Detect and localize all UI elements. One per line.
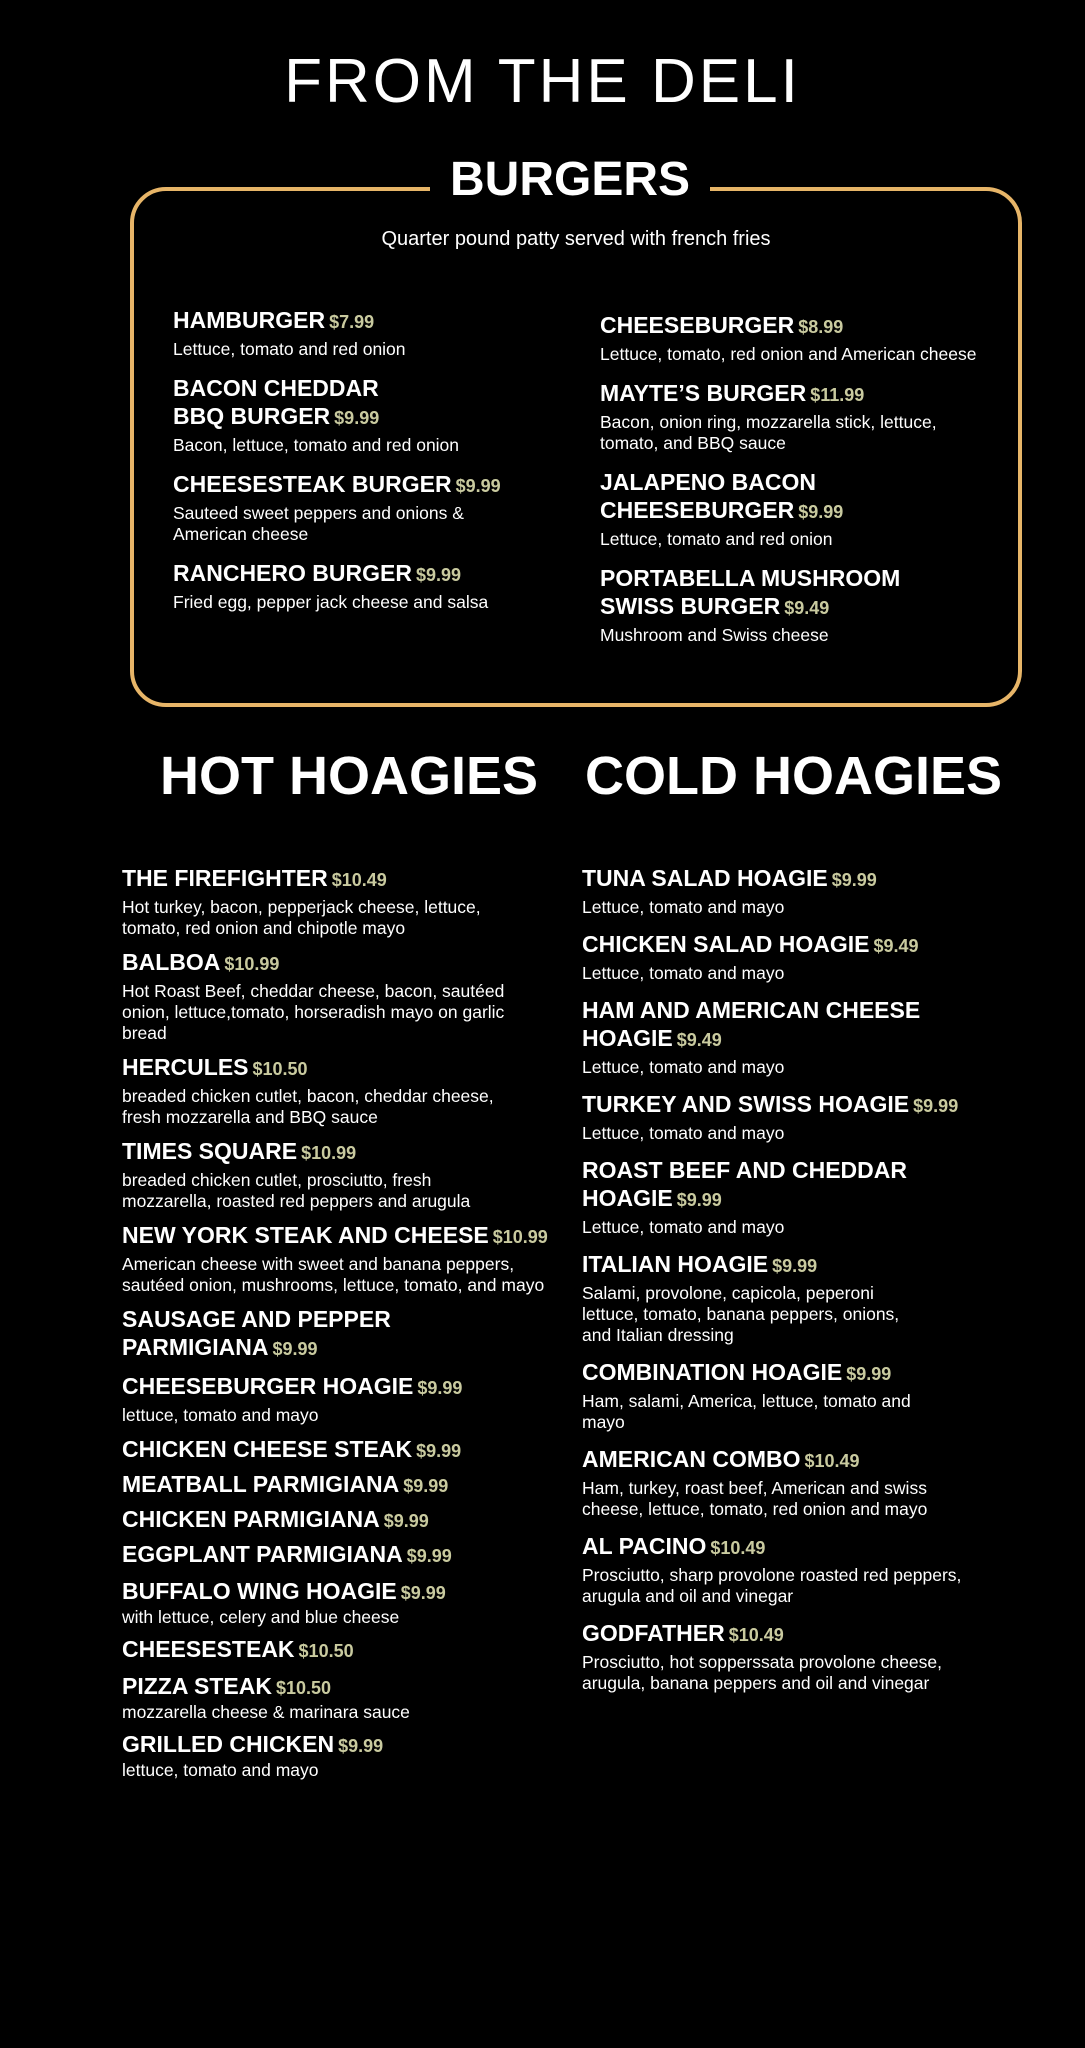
item-description: Ham, salami, America, lettuce, tomato and mayo [582, 1391, 911, 1432]
item-description: Sauteed sweet peppers and onions & American cheese [173, 503, 464, 544]
item-price: $9.49 [873, 936, 919, 956]
item-description: Bacon, lettuce, tomato and red onion [173, 435, 460, 455]
menu-item [173, 559, 533, 613]
item-price: $9.99 [846, 1364, 892, 1384]
menu-item [582, 996, 1002, 1078]
item-name: CHICKEN PARMIGIANA [122, 1506, 380, 1532]
item-price: $10.50 [298, 1641, 354, 1661]
item-name: RANCHERO BURGER [173, 560, 412, 586]
item-description: Lettuce, tomato and mayo [582, 1217, 785, 1237]
menu-item [582, 864, 1002, 918]
item-price: $10.99 [492, 1227, 548, 1247]
item-price: $10.50 [275, 1678, 331, 1698]
item-price: $9.99 [831, 870, 877, 890]
item-price: $10.50 [252, 1059, 308, 1079]
item-name: CHICKEN SALAD HOAGIE [582, 931, 870, 957]
menu-item [122, 948, 562, 1044]
item-price: $7.99 [329, 312, 375, 332]
hot-hoagies-list [122, 864, 562, 1781]
item-name: AMERICAN COMBO [582, 1446, 801, 1472]
item-price: $10.99 [224, 954, 280, 974]
menu-item [173, 470, 533, 545]
item-name: MAYTE’S BURGER [600, 380, 807, 406]
item-price: $9.99 [383, 1511, 429, 1531]
item-price: $10.99 [301, 1143, 357, 1163]
item-name: EGGPLANT PARMIGIANA [122, 1541, 403, 1567]
item-price: $9.99 [406, 1546, 452, 1566]
item-description: Lettuce, tomato and mayo [582, 1057, 785, 1077]
menu-item [600, 379, 1010, 454]
item-name: CHEESEBURGER HOAGIE [122, 1373, 414, 1399]
menu-item [122, 1635, 562, 1665]
cold-hoagies-list [582, 864, 1002, 1694]
menu-item [173, 306, 533, 360]
item-description: Ham, turkey, roast beef, American and swiss cheese, lettuce, tomato, red onion and mayo [582, 1478, 928, 1519]
burgers-right-column [600, 311, 1010, 646]
menu-item [582, 1250, 1002, 1346]
item-price: $9.99 [334, 408, 380, 428]
item-name: BUFFALO WING HOAGIE [122, 1578, 397, 1604]
item-description: Lettuce, tomato and mayo [582, 963, 785, 983]
item-description: lettuce, tomato and mayo [122, 1405, 319, 1425]
item-name: CHEESESTEAK BURGER [173, 471, 452, 497]
item-price: $9.99 [416, 1441, 462, 1461]
item-description: mozzarella cheese & marinara sauce [122, 1702, 410, 1722]
menu-item [122, 1137, 562, 1212]
item-price: $9.99 [338, 1736, 384, 1756]
item-price: $10.49 [331, 870, 387, 890]
menu-item [122, 1053, 562, 1128]
item-name: JALAPENO BACON CHEESEBURGER [600, 469, 816, 523]
item-description: Prosciutto, hot sopperssata provolone cheese, arugula, banana peppers and oil and vinegar [582, 1652, 942, 1693]
item-description: with lettuce, celery and blue cheese [122, 1607, 400, 1627]
item-name: BACON CHEDDAR BBQ BURGER [173, 375, 379, 429]
item-description: Lettuce, tomato and mayo [582, 897, 785, 917]
menu-item [122, 1305, 562, 1363]
item-name: CHEESEBURGER [600, 312, 795, 338]
menu-item [122, 1540, 562, 1570]
item-description: Lettuce, tomato and red onion [600, 529, 833, 549]
menu-item [600, 564, 1010, 646]
item-price: $10.49 [804, 1451, 860, 1471]
menu-item [582, 1619, 1002, 1694]
item-description: Lettuce, tomato and mayo [582, 1123, 785, 1143]
menu-item [582, 930, 1002, 984]
menu-item [600, 311, 1010, 365]
item-price: $9.99 [676, 1190, 722, 1210]
item-price: $9.49 [784, 598, 830, 618]
item-description: breaded chicken cutlet, prosciutto, fresh mozzarella, roasted red peppers and arugula [122, 1170, 471, 1211]
page-title: FROM THE DELI [284, 47, 801, 116]
menu-item [122, 1577, 562, 1628]
menu-item [122, 1221, 562, 1296]
item-name: GODFATHER [582, 1620, 725, 1646]
item-price: $9.99 [772, 1256, 818, 1276]
item-name: COMBINATION HOAGIE [582, 1359, 843, 1385]
item-name: CHEESESTEAK [122, 1636, 295, 1662]
cold-hoagies-heading: COLD HOAGIES [585, 746, 1003, 806]
item-price: $10.49 [728, 1625, 784, 1645]
menu-item [582, 1532, 1002, 1607]
item-name: ITALIAN HOAGIE [582, 1251, 769, 1277]
menu-item [582, 1445, 1002, 1520]
item-name: NEW YORK STEAK AND CHEESE [122, 1222, 489, 1248]
item-description: Hot turkey, bacon, pepperjack cheese, lettuce, tomato, red onion and chipotle mayo [122, 897, 481, 938]
menu-item [582, 1358, 1002, 1433]
menu-item [122, 1672, 562, 1723]
item-price: $9.99 [455, 476, 501, 496]
item-price: $9.49 [676, 1030, 722, 1050]
item-description: Prosciutto, sharp provolone roasted red peppers, arugula and oil and vinegar [582, 1565, 962, 1606]
item-description: American cheese with sweet and banana peppers, sautéed onion, mushrooms, lettuce, tomato, and mayo [122, 1254, 545, 1295]
item-price: $8.99 [798, 317, 844, 337]
item-price: $10.49 [710, 1538, 766, 1558]
item-name: GRILLED CHICKEN [122, 1731, 335, 1757]
item-price: $9.99 [403, 1476, 449, 1496]
item-name: ROAST BEEF AND CHEDDAR HOAGIE [582, 1157, 907, 1211]
item-name: TIMES SQUARE [122, 1138, 298, 1164]
item-price: $9.99 [913, 1096, 959, 1116]
burgers-heading: BURGERS [430, 150, 710, 210]
item-name: THE FIREFIGHTER [122, 865, 328, 891]
item-price: $9.99 [798, 502, 844, 522]
item-description: lettuce, tomato and mayo [122, 1760, 319, 1780]
burgers-left-column [173, 306, 533, 613]
item-name: SAUSAGE AND PEPPER PARMIGIANA [122, 1306, 391, 1360]
item-name: TUNA SALAD HOAGIE [582, 865, 828, 891]
item-name: PIZZA STEAK [122, 1673, 272, 1699]
item-price: $11.99 [810, 385, 865, 405]
item-description: breaded chicken cutlet, bacon, cheddar cheese, fresh mozzarella and BBQ sauce [122, 1086, 494, 1127]
item-price: $9.99 [415, 565, 461, 585]
item-price: $9.99 [400, 1583, 446, 1603]
item-price: $9.99 [417, 1378, 463, 1398]
item-description: Salami, provolone, capicola, peperoni lettuce, tomato, banana peppers, onions, and Italian dressing [582, 1283, 900, 1345]
burgers-subtitle: Quarter pound patty served with french fries [381, 228, 771, 250]
hot-hoagies-heading: HOT HOAGIES [160, 746, 539, 806]
menu-item [122, 1470, 562, 1500]
menu-item [122, 864, 562, 939]
item-description: Mushroom and Swiss cheese [600, 625, 829, 645]
menu-item [173, 374, 533, 456]
menu-item [122, 1372, 562, 1426]
menu-item [122, 1435, 562, 1465]
item-name: MEATBALL PARMIGIANA [122, 1471, 400, 1497]
item-name: PORTABELLA MUSHROOM SWISS BURGER [600, 565, 901, 619]
item-name: CHICKEN CHEESE STEAK [122, 1436, 413, 1462]
menu-item [600, 468, 1010, 550]
item-description: Bacon, onion ring, mozzarella stick, lettuce, tomato, and BBQ sauce [600, 412, 937, 453]
item-name: BALBOA [122, 949, 221, 975]
item-description: Lettuce, tomato and red onion [173, 339, 406, 359]
item-name: AL PACINO [582, 1533, 707, 1559]
item-description: Hot Roast Beef, cheddar cheese, bacon, sautéed onion, lettuce,tomato, horseradish mayo on garlic bread [122, 981, 505, 1043]
item-name: HERCULES [122, 1054, 249, 1080]
item-price: $9.99 [272, 1339, 318, 1359]
item-name: TURKEY AND SWISS HOAGIE [582, 1091, 910, 1117]
menu-item [582, 1156, 1002, 1238]
item-name: HAMBURGER [173, 307, 326, 333]
menu-item [122, 1505, 562, 1535]
menu-item [582, 1090, 1002, 1144]
item-description: Lettuce, tomato, red onion and American cheese [600, 344, 977, 364]
item-description: Fried egg, pepper jack cheese and salsa [173, 592, 489, 612]
menu-item [122, 1730, 562, 1781]
item-name: HAM AND AMERICAN CHEESE HOAGIE [582, 997, 921, 1051]
